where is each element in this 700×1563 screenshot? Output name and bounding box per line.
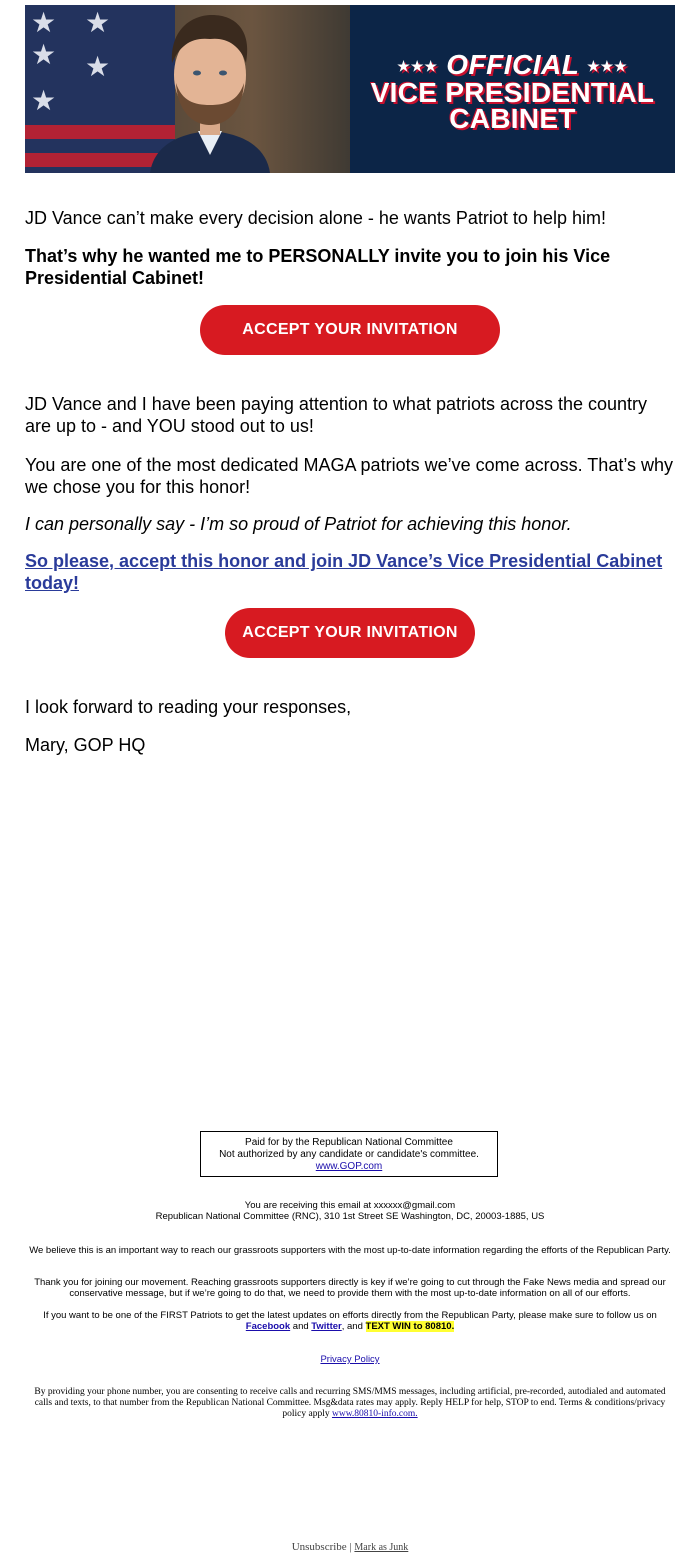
hero-line2: VICE PRESIDENTIAL bbox=[370, 77, 655, 108]
flag-star-icon: ★ bbox=[31, 85, 57, 116]
hero-official: OFFICIAL bbox=[446, 49, 579, 80]
portrait-image bbox=[140, 5, 280, 173]
rnc-address: Republican National Committee (RNC), 310 1st Street SE Washington, DC, 20003-1885, US bbox=[155, 1211, 545, 1222]
signature: Mary, GOP HQ bbox=[25, 735, 146, 755]
dedicated-paragraph: You are one of the most dedicated MAGA patriots we’ve come across. That’s why we chose you for this honor! bbox=[25, 455, 674, 497]
flag-star-icon: ★ bbox=[31, 39, 57, 70]
sms-consent-paragraph bbox=[25, 1387, 675, 1420]
paid-for-box bbox=[200, 1131, 498, 1177]
accept-invitation-button[interactable]: ACCEPT YOUR INVITATION bbox=[200, 305, 500, 355]
separator: | bbox=[349, 1541, 352, 1553]
accept-invitation-button-2[interactable]: ACCEPT YOUR INVITATION bbox=[225, 608, 475, 658]
follow-and-2: , and bbox=[341, 1321, 363, 1332]
follow-and: and bbox=[292, 1321, 309, 1332]
paid-line2: Not authorized by any candidate or candidate's committee. bbox=[219, 1149, 479, 1160]
hero-line3: CABINET bbox=[449, 103, 576, 134]
hero-banner bbox=[25, 5, 675, 173]
unsubscribe-link[interactable]: Unsubscribe bbox=[291, 1541, 347, 1553]
flag-star-icon: ★ bbox=[31, 7, 57, 38]
attention-paragraph: JD Vance and I have been paying attention to what patriots across the country are up to - and YOU stood out to us! bbox=[25, 394, 648, 436]
twitter-link[interactable]: Twitter bbox=[311, 1321, 342, 1332]
sms-consent-text: By providing your phone number, you are consenting to receive calls and recurring SMS/MMS messages, including artificial, pre-recorded, autodialed and automated calls and texts, to that number from the Republican National Committee. Msg&data rates may apply. Reply HELP for help, STOP to end. Terms & conditions/privacy policy apply bbox=[34, 1387, 666, 1419]
sms-info-link[interactable]: www.80810-info.com. bbox=[331, 1409, 418, 1419]
unsubscribe-bar bbox=[0, 1541, 700, 1553]
invite-paragraph: That’s why he wanted me to PERSONALLY invite you to join his Vice Presidential Cabinet! bbox=[25, 246, 611, 288]
stars-right-icon: ★★★ bbox=[587, 58, 628, 75]
thank-you-paragraph: Thank you for joining our movement. Reaching grassroots supporters directly is key if we’re going to cut through the Fake News media and spread our conservative message, but if we’re going to do that, we need to provide them with the most up-to-date information on all of our efforts. bbox=[34, 1277, 666, 1299]
text-win-highlight: TEXT WIN to 80810. bbox=[365, 1321, 455, 1332]
follow-prefix: If you want to be one of the FIRST Patriots to get the latest updates on efforts directly from the Republican Party, please make sure to follow us on bbox=[43, 1310, 657, 1321]
receiving-email-text: You are receiving this email at xxxxxx@gmail.com bbox=[244, 1200, 456, 1211]
flag-star-icon: ★ bbox=[85, 7, 111, 38]
join-cabinet-link[interactable]: So please, accept this honor and join JD Vance’s Vice Presidential Cabinet today! bbox=[25, 551, 663, 593]
flag-star-icon: ★ bbox=[85, 51, 111, 82]
follow-paragraph bbox=[25, 1310, 675, 1332]
paid-line1: Paid for by the Republican National Committee bbox=[245, 1137, 453, 1148]
hero-photo bbox=[25, 5, 350, 173]
facebook-link[interactable]: Facebook bbox=[245, 1321, 291, 1332]
closing-paragraph: I look forward to reading your responses, bbox=[25, 697, 352, 717]
gop-website-link[interactable]: www.GOP.com bbox=[315, 1161, 383, 1172]
proud-paragraph: I can personally say - I’m so proud of Patriot for achieving this honor. bbox=[25, 514, 572, 534]
mark-as-junk-link[interactable]: Mark as Junk bbox=[354, 1542, 409, 1553]
hero-title bbox=[350, 5, 675, 173]
stars-left-icon: ★★★ bbox=[397, 58, 438, 75]
intro-paragraph: JD Vance can’t make every decision alone - he wants Patriot to help him! bbox=[25, 208, 606, 228]
believe-paragraph: We believe this is an important way to reach our grassroots supporters with the most up-to-date information regarding the efforts of the Republican Party. bbox=[29, 1245, 671, 1256]
privacy-policy-link[interactable]: Privacy Policy bbox=[320, 1354, 380, 1365]
